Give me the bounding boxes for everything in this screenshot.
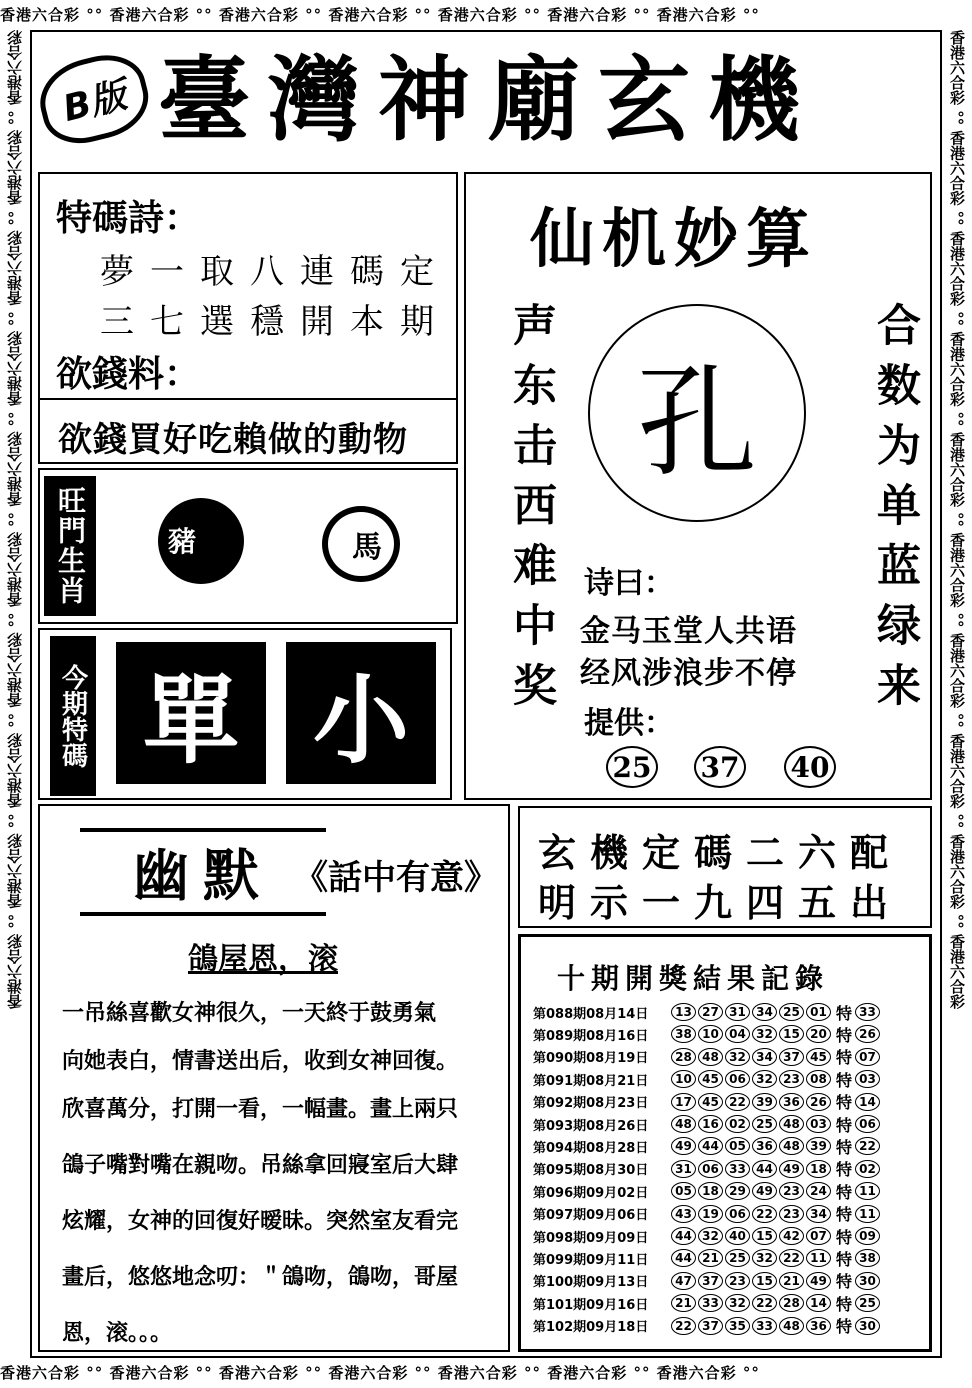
result-number: 10 — [671, 1070, 696, 1088]
oracle-circle-char: 孔 — [637, 354, 757, 493]
result-number: 25 — [725, 1249, 750, 1267]
result-number: 21 — [671, 1294, 696, 1312]
result-number: 33 — [725, 1160, 750, 1178]
xuanji-box — [518, 806, 932, 928]
result-special-number: 11 — [855, 1182, 880, 1200]
result-number: 33 — [698, 1294, 723, 1312]
result-number: 48 — [779, 1317, 804, 1335]
table-row — [533, 1135, 923, 1157]
special-marker: 特 — [835, 1227, 852, 1247]
xuanji-line-2: 明示一九四五出 — [538, 880, 903, 925]
special-marker: 特 — [835, 1003, 852, 1023]
result-number: 44 — [698, 1137, 723, 1155]
oracle-number-1: 25 — [606, 746, 658, 788]
result-special-number: 14 — [855, 1093, 880, 1111]
special-marker: 特 — [835, 1137, 852, 1157]
result-number: 27 — [698, 1003, 723, 1021]
result-special-number: 25 — [855, 1294, 880, 1312]
result-period: 第102期09月18日 — [533, 1320, 649, 1336]
result-number: 22 — [779, 1249, 804, 1267]
result-special-number: 38 — [855, 1249, 880, 1267]
right-border-text: 香港六合彩 °° 香港六合彩 °° 香港六合彩 °° 香港六合彩 °° 香港六合彩 °° 香港六合彩 °° 香港六合彩 °° 香港六合彩 °° 香港六合彩 °° 香港六合彩 — [948, 30, 966, 1009]
result-number: 37 — [698, 1317, 723, 1335]
result-number: 21 — [698, 1249, 723, 1267]
oracle-number-2: 37 — [694, 746, 746, 788]
humor-line-2: 向她表白，情書送出后，收到女神回復。 — [62, 1048, 459, 1074]
result-number: 06 — [725, 1070, 750, 1088]
result-number: 38 — [671, 1025, 696, 1043]
special-marker: 特 — [835, 1160, 852, 1180]
result-number: 48 — [698, 1048, 723, 1066]
oracle-box — [464, 172, 932, 800]
table-row — [533, 1292, 923, 1314]
humor-line-1: 一吊絲喜歡女神很久，一天終于鼓勇氣 — [62, 1000, 437, 1026]
special-marker: 特 — [835, 1317, 852, 1337]
result-number: 35 — [725, 1317, 750, 1335]
poem-line-2: 三七選穩開本期 — [100, 302, 450, 342]
result-period: 第093期08月26日 — [533, 1118, 649, 1134]
result-number: 44 — [752, 1160, 777, 1178]
result-number: 17 — [671, 1093, 696, 1111]
top-border-strip: 香港六合彩 °° 香港六合彩 °° 香港六合彩 °° 香港六合彩 °° 香港六合彩 °° 香港六合彩 °° 香港六合彩 °° — [0, 6, 760, 24]
special-marker: 特 — [835, 1249, 852, 1269]
result-number: 15 — [752, 1227, 777, 1245]
page-title: 臺灣神廟玄機 — [158, 46, 819, 154]
result-period: 第099期09月11日 — [533, 1252, 649, 1268]
oracle-title: 仙机妙算 — [530, 202, 818, 277]
result-number: 25 — [752, 1115, 777, 1133]
result-special-number: 09 — [855, 1227, 880, 1245]
result-number: 28 — [671, 1048, 696, 1066]
result-number: 28 — [779, 1294, 804, 1312]
humor-line-7: 恩，滚。。。 — [62, 1320, 173, 1346]
result-number: 19 — [698, 1205, 723, 1223]
result-number: 15 — [779, 1025, 804, 1043]
result-number: 32 — [752, 1070, 777, 1088]
result-number: 22 — [725, 1093, 750, 1111]
result-number: 42 — [779, 1227, 804, 1245]
humor-subtitle: 《話中有意》 — [294, 858, 498, 898]
result-special-number: 11 — [855, 1205, 880, 1223]
poem-box — [38, 172, 458, 464]
result-number: 32 — [752, 1249, 777, 1267]
result-period: 第098期09月09日 — [533, 1230, 649, 1246]
bottom-border-strip: 香港六合彩 °° 香港六合彩 °° 香港六合彩 °° 香港六合彩 °° 香港六合彩 °° 香港六合彩 °° 香港六合彩 °° — [0, 1364, 760, 1382]
result-number: 47 — [671, 1272, 696, 1290]
humor-line-6: 畫后，悠悠地念叨：＂鴿吻，鴿吻，哥屋 — [62, 1264, 459, 1290]
result-number: 49 — [806, 1272, 831, 1290]
result-number: 36 — [779, 1093, 804, 1111]
result-number: 11 — [806, 1249, 831, 1267]
result-number: 23 — [725, 1272, 750, 1290]
zodiac-animal-1: 豬 — [168, 520, 196, 560]
table-row — [533, 1091, 923, 1113]
result-number: 37 — [698, 1272, 723, 1290]
table-row — [533, 1068, 923, 1090]
result-special-number: 22 — [855, 1137, 880, 1155]
result-number: 06 — [725, 1205, 750, 1223]
result-number: 33 — [752, 1317, 777, 1335]
oracle-number-3: 40 — [784, 746, 836, 788]
result-number: 24 — [806, 1182, 831, 1200]
result-number: 23 — [779, 1205, 804, 1223]
result-number: 01 — [806, 1003, 831, 1021]
result-number: 31 — [671, 1160, 696, 1178]
result-number: 25 — [779, 1003, 804, 1021]
result-period: 第090期08月19日 — [533, 1051, 649, 1067]
result-number: 37 — [779, 1048, 804, 1066]
result-number: 29 — [725, 1182, 750, 1200]
result-number: 18 — [698, 1182, 723, 1200]
oracle-poem-line-2: 经风涉浪步不停 — [580, 656, 797, 691]
result-number: 49 — [779, 1160, 804, 1178]
special-marker: 特 — [835, 1025, 852, 1045]
result-number: 32 — [725, 1294, 750, 1312]
result-number: 21 — [779, 1272, 804, 1290]
result-period: 第089期08月16日 — [533, 1028, 649, 1044]
result-number: 02 — [725, 1115, 750, 1133]
result-number: 22 — [752, 1294, 777, 1312]
result-number: 14 — [806, 1294, 831, 1312]
result-number: 45 — [698, 1093, 723, 1111]
result-special-number: 03 — [855, 1070, 880, 1088]
table-row — [533, 1225, 923, 1247]
table-row — [533, 1247, 923, 1269]
left-border-text: 香港六合彩 °° 香港六合彩 °° 香港六合彩 °° 香港六合彩 °° 香港六合彩 °° 香港六合彩 °° 香港六合彩 °° 香港六合彩 °° 香港六合彩 °° 香港六合彩 — [6, 30, 24, 1009]
result-period: 第095期08月30日 — [533, 1163, 649, 1179]
result-number: 44 — [671, 1249, 696, 1267]
oracle-provide-label: 提供： — [584, 706, 674, 741]
result-special-number: 30 — [855, 1317, 880, 1335]
result-number: 15 — [752, 1272, 777, 1290]
result-number: 43 — [671, 1205, 696, 1223]
result-number: 36 — [752, 1137, 777, 1155]
result-period: 第101期09月16日 — [533, 1297, 649, 1313]
result-number: 05 — [725, 1137, 750, 1155]
result-number: 32 — [698, 1227, 723, 1245]
humor-line-4: 鴿子嘴對嘴在親吻。吊絲拿回寢室后大肆 — [62, 1152, 459, 1178]
table-row — [533, 1001, 923, 1023]
results-title: 十期開獎結果記錄 — [557, 962, 830, 995]
result-period: 第096期09月02日 — [533, 1185, 649, 1201]
result-number: 04 — [725, 1025, 750, 1043]
table-row — [533, 1046, 923, 1068]
result-number: 40 — [725, 1227, 750, 1245]
result-period: 第097期09月06日 — [533, 1208, 649, 1224]
oracle-right-vertical: 合数为单蓝绿来 — [869, 302, 920, 722]
result-period: 第100期09月13日 — [533, 1275, 649, 1291]
result-number: 39 — [806, 1137, 831, 1155]
table-row — [533, 1113, 923, 1135]
result-special-number: 07 — [855, 1048, 880, 1066]
result-number: 16 — [698, 1115, 723, 1133]
result-number: 32 — [752, 1025, 777, 1043]
result-number: 45 — [806, 1048, 831, 1066]
result-number: 20 — [806, 1025, 831, 1043]
humor-story-title: 鴿屋恩，滚 — [188, 942, 338, 977]
left-border-strip — [0, 30, 30, 1358]
table-row — [533, 1203, 923, 1225]
result-special-number: 02 — [855, 1160, 880, 1178]
special-marker: 特 — [835, 1272, 852, 1292]
result-special-number: 06 — [855, 1115, 880, 1133]
result-number: 08 — [806, 1070, 831, 1088]
result-number: 49 — [671, 1137, 696, 1155]
money-heading: 欲錢料： — [56, 353, 201, 395]
result-number: 48 — [779, 1137, 804, 1155]
special-marker: 特 — [835, 1205, 852, 1225]
zodiac-label: 旺門生肖 — [44, 476, 96, 616]
result-number: 45 — [698, 1070, 723, 1088]
result-number: 31 — [725, 1003, 750, 1021]
special-marker: 特 — [835, 1070, 852, 1090]
result-number: 34 — [752, 1003, 777, 1021]
special-marker: 特 — [835, 1093, 852, 1113]
special-marker: 特 — [835, 1048, 852, 1068]
result-number: 48 — [671, 1115, 696, 1133]
result-number: 23 — [779, 1070, 804, 1088]
special-marker: 特 — [835, 1294, 852, 1314]
zodiac-box — [38, 468, 458, 624]
result-number: 07 — [806, 1227, 831, 1245]
result-number: 23 — [779, 1182, 804, 1200]
humor-line-3: 欣喜萬分，打開一看，一幅畫。畫上兩只 — [62, 1096, 459, 1122]
result-period: 第088期08月14日 — [533, 1006, 649, 1022]
result-number: 36 — [806, 1317, 831, 1335]
result-number: 05 — [671, 1182, 696, 1200]
result-number: 13 — [671, 1003, 696, 1021]
result-period: 第091期08月21日 — [533, 1073, 649, 1089]
special-marker: 特 — [835, 1115, 852, 1135]
humor-title: 幽默 — [80, 828, 326, 916]
poem-divider — [38, 398, 458, 400]
result-number: 06 — [698, 1160, 723, 1178]
result-period: 第094期08月28日 — [533, 1140, 649, 1156]
table-row — [533, 1315, 923, 1337]
table-row — [533, 1270, 923, 1292]
special-marker: 特 — [835, 1182, 852, 1202]
result-number: 32 — [725, 1048, 750, 1066]
result-number: 34 — [752, 1048, 777, 1066]
oracle-circle — [588, 304, 806, 522]
result-number: 39 — [752, 1093, 777, 1111]
result-number: 48 — [779, 1115, 804, 1133]
xuanji-line-1: 玄機定碼二六配 — [538, 830, 903, 875]
result-number: 34 — [806, 1205, 831, 1223]
special-value-2: 小 — [286, 642, 436, 784]
oracle-left-vertical: 声东击西难中奖 — [505, 302, 556, 722]
oracle-poem-heading: 诗曰： — [584, 566, 674, 601]
result-number: 18 — [806, 1160, 831, 1178]
result-number: 26 — [806, 1093, 831, 1111]
table-row — [533, 1180, 923, 1202]
humor-line-5: 炫耀，女神的回復好暧昧。突然室友看完 — [62, 1208, 459, 1234]
result-number: 22 — [671, 1317, 696, 1335]
result-special-number: 26 — [855, 1025, 880, 1043]
result-period: 第092期08月23日 — [533, 1096, 649, 1112]
right-border-strip — [942, 30, 972, 1358]
special-box — [38, 628, 452, 800]
result-special-number: 33 — [855, 1003, 880, 1021]
money-text: 欲錢買好吃賴做的動物 — [58, 420, 408, 460]
result-special-number: 30 — [855, 1272, 880, 1290]
result-number: 49 — [752, 1182, 777, 1200]
version-badge: B版 — [32, 46, 157, 152]
special-value-1: 單 — [116, 642, 266, 784]
result-number: 03 — [806, 1115, 831, 1133]
poem-line-1: 夢一取八連碼定 — [100, 252, 450, 292]
table-row — [533, 1023, 923, 1045]
table-row — [533, 1158, 923, 1180]
zodiac-animal-2: 馬 — [352, 530, 382, 565]
poem-heading: 特碼詩： — [56, 197, 201, 239]
result-number: 44 — [671, 1227, 696, 1245]
result-number: 10 — [698, 1025, 723, 1043]
oracle-poem-line-1: 金马玉堂人共语 — [580, 614, 797, 649]
result-number: 22 — [752, 1205, 777, 1223]
special-label: 今期特碼 — [50, 636, 96, 796]
